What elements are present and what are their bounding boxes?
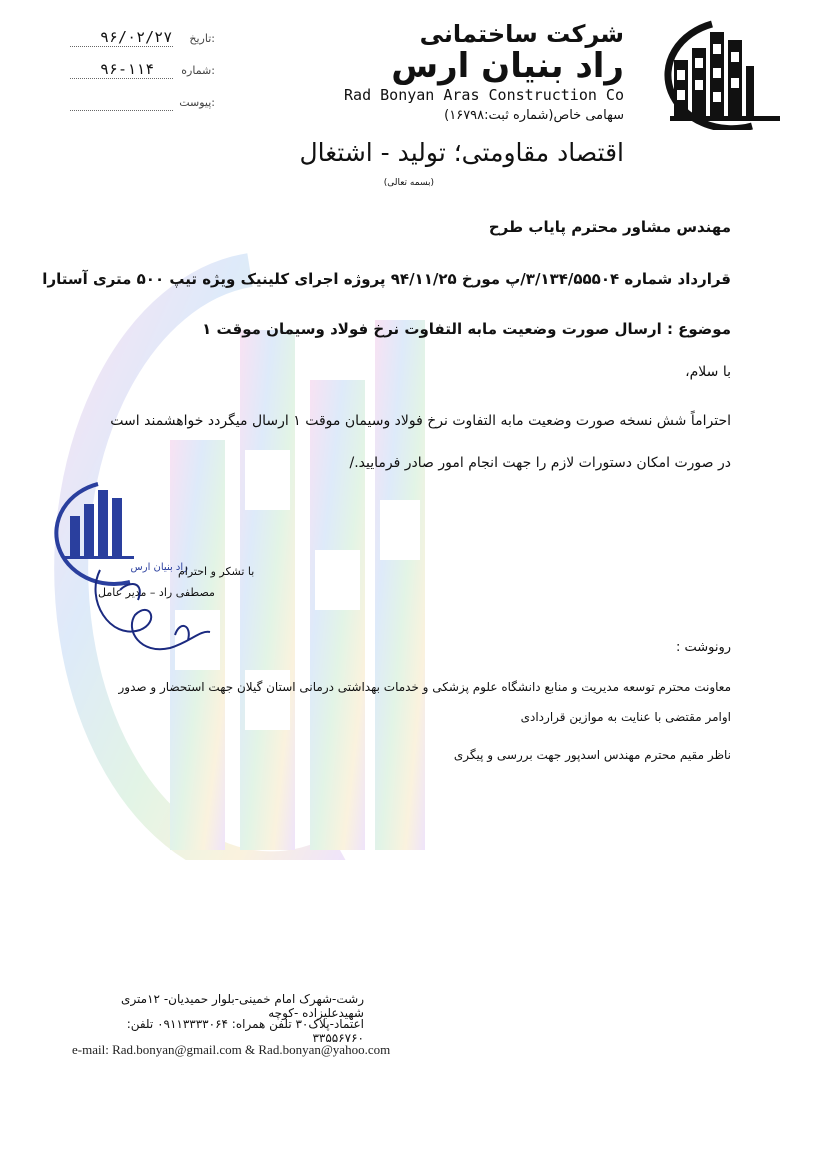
body-line-2: در صورت امکان دستورات لازم را جهت انجام امور صادر فرمایید./ [349,455,731,471]
addressee: مهندس مشاور محترم پایاب طرح [488,218,731,236]
date-label: تاریخ: [189,32,215,45]
company-name-line1: شرکت ساختمانی [419,20,624,48]
signer-name: مصطفی راد – مدیر عامل [98,586,215,599]
stamp-text: راد بنیان ارس [130,562,188,573]
attachment-dotted-line [70,110,173,111]
footer-address-line2: اعتماد-پلاک۳۰ تلفن همراه: ۰۹۱۱۳۳۳۳۰۶۴ تلفن: ۳۳۵۵۶۷۶۰ [126,1017,364,1045]
number-label: شماره: [181,64,215,77]
company-name-english: Rad Bonyan Aras Construction Co [344,86,624,104]
date-dotted-line [70,46,173,47]
footer-address-line1: رشت-شهرک امام خمینی-بلوار حمیدیان- ۱۲متری شهیدعلیزاده -کوچه [121,992,364,1020]
email-gmail[interactable]: Rad.bonyan@gmail.com [112,1042,242,1057]
date-value: ۹۶/۰۲/۲۷ [100,28,173,46]
number-dotted-line [70,78,173,79]
registration-number: سهامی خاص(شماره ثبت:۱۶۷۹۸) [444,108,624,123]
company-name-line2: راد بنیان ارس [391,46,624,86]
cc-recipient-1: معاونت محترم توسعه مدیریت و منابع دانشگاه علوم پزشکی و خدمات بهداشتی درمانی استان گیلان جهت استحضار و صدور [118,680,731,694]
email-yahoo[interactable]: Rad.bonyan@yahoo.com [258,1042,391,1057]
cc-label: رونوشت : [675,640,731,655]
attachment-field [70,96,215,116]
footer-emails [72,1042,390,1058]
company-logo [640,18,790,130]
date-field [70,28,215,52]
contract-reference: قرارداد شماره ۳/۱۳۴/۵۵۵۰۴/پ مورخ ۹۴/۱۱/۲۵ پروژه اجرای کلینیک ویژه تیپ ۵۰۰ متری آستارا [42,270,731,288]
email-separator: & [245,1042,256,1057]
greeting: با سلام، [685,364,731,380]
bismillah: (بسمه تعالی) [383,178,434,188]
closing: با تشکر و احترام [178,565,255,578]
signature [80,560,230,670]
email-label: e-mail: [72,1042,109,1057]
subject-line: موضوع : ارسال صورت وضعیت مابه التفاوت نرخ فولاد وسیمان موقت ۱ [202,320,731,338]
number-value: ۹۶-۱۱۴ [100,60,155,78]
number-field [70,60,215,84]
cc-recipient-1-continuation: اوامر مقتضی با عنایت به موازین قراردادی [520,710,731,724]
body-line-1: احتراماً شش نسخه صورت وضعیت مابه التفاوت نرخ فولاد وسیمان موقت ۱ ارسال میگردد خواهشمند است [110,413,731,429]
attachment-label: پیوست: [179,96,215,109]
slogan: اقتصاد مقاومتی؛ تولید - اشتغال [299,138,624,167]
cc-recipient-2: ناظر مقیم محترم مهندس اسدپور جهت بررسی و پیگری [453,748,731,762]
